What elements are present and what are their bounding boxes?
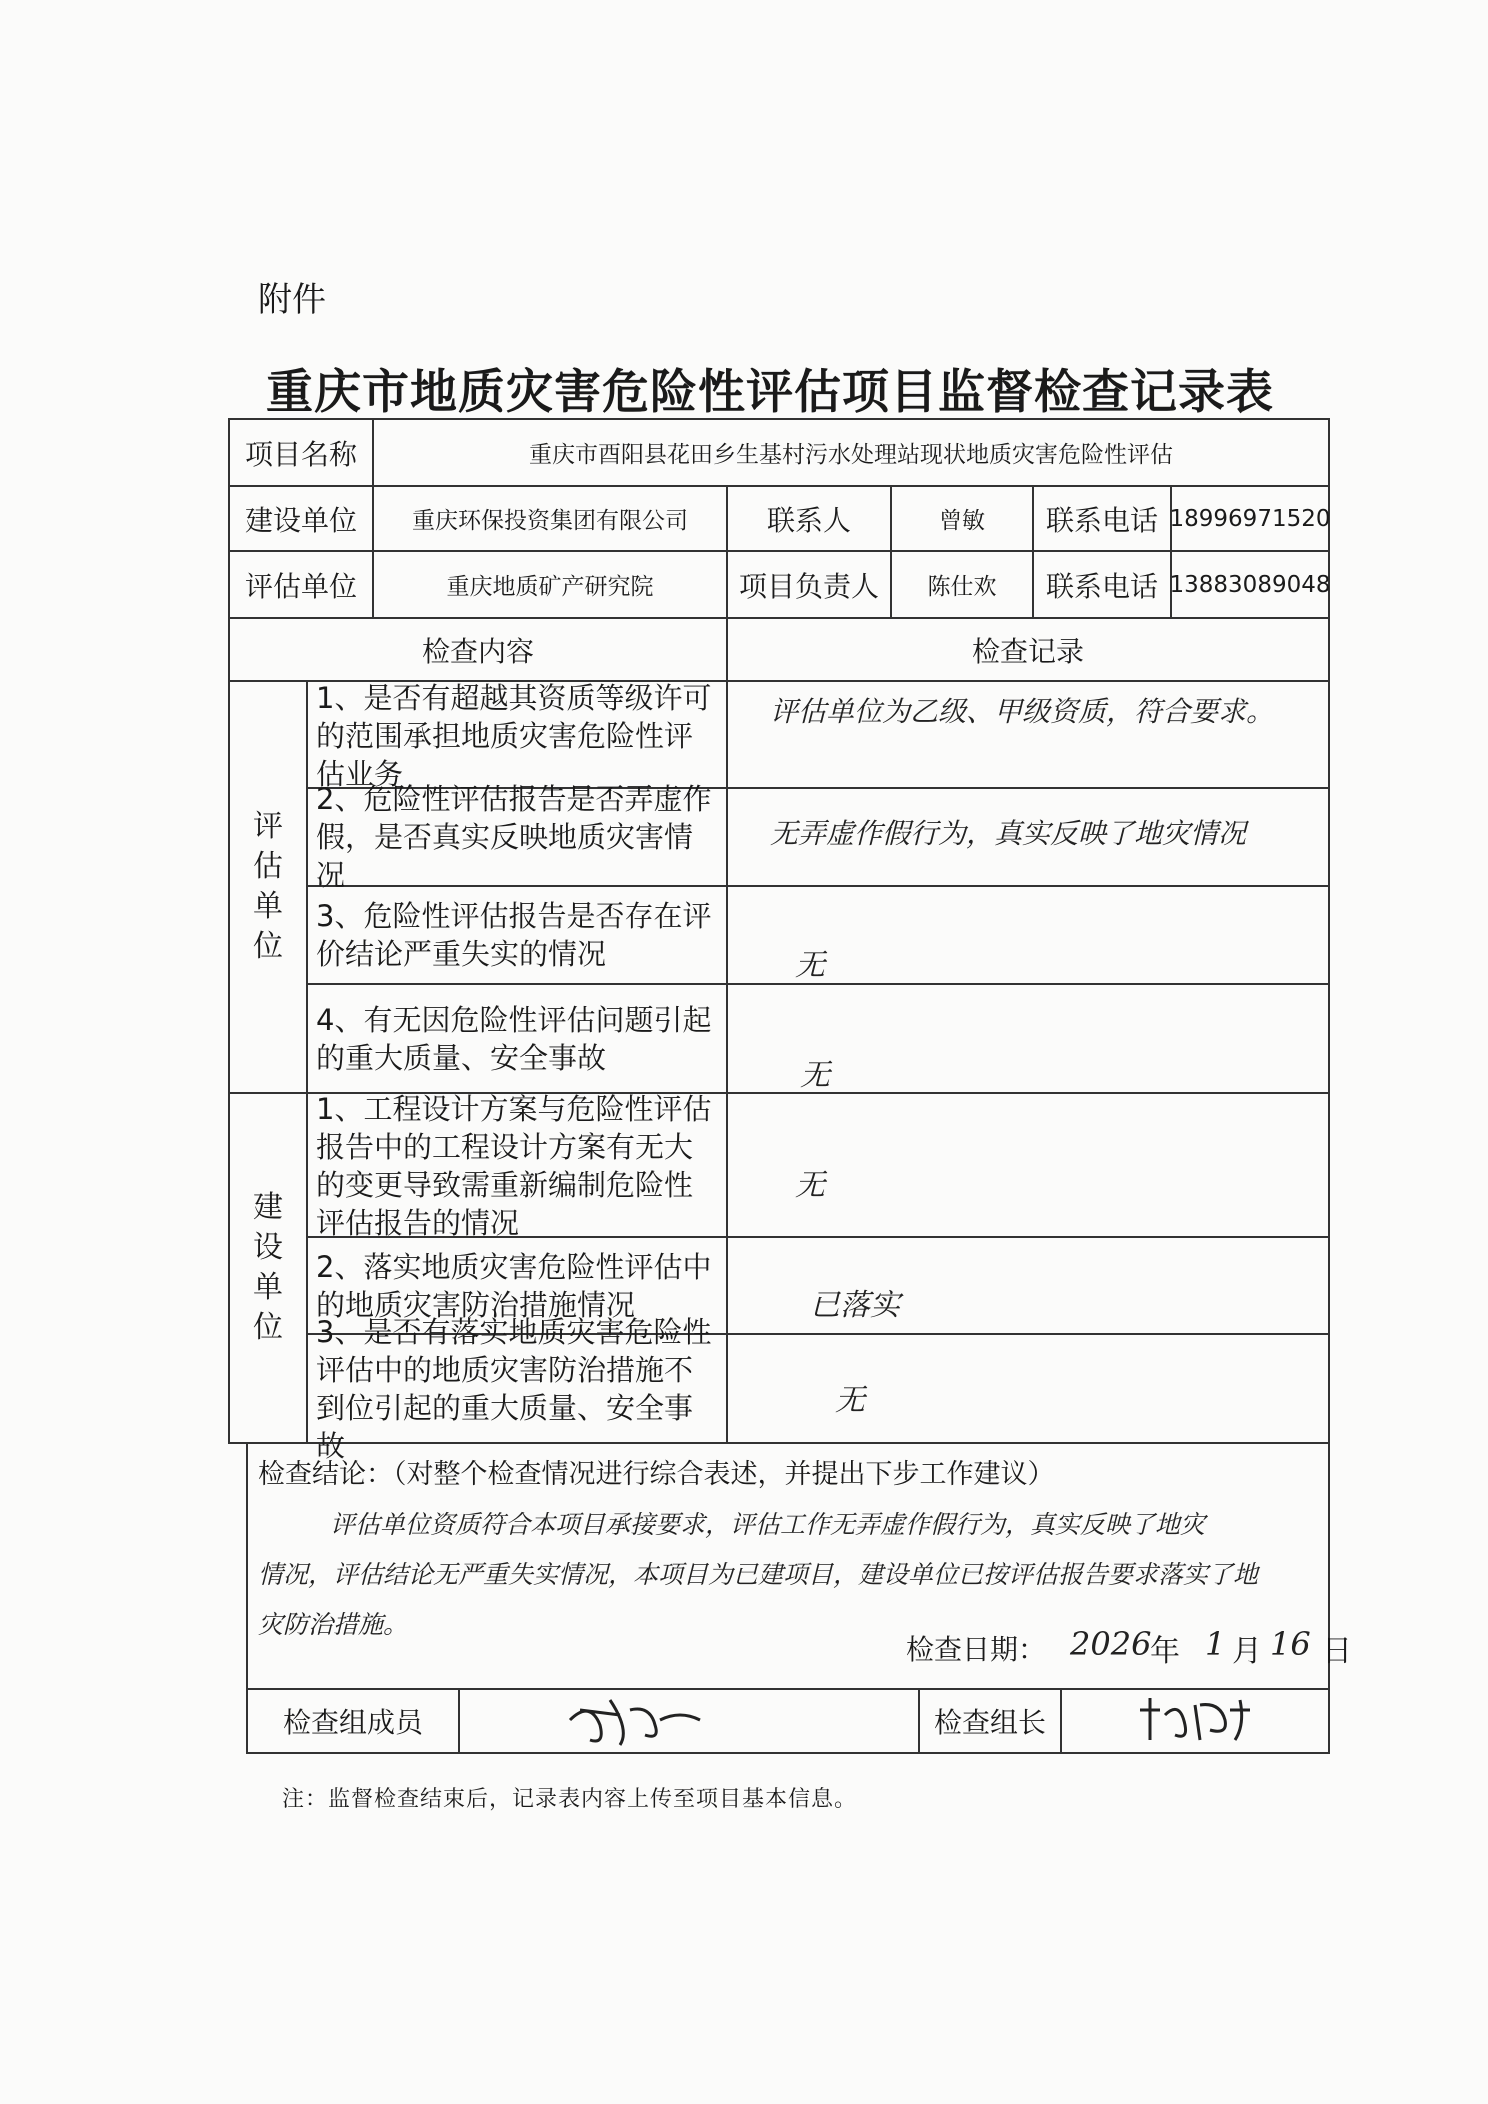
builder-label: 建设单位 xyxy=(244,503,357,537)
date-label: 检查日期： xyxy=(906,1633,1047,1666)
builder-record-3: 无 xyxy=(835,1383,865,1418)
assessor-section-label: 评估单位 xyxy=(253,809,283,964)
project-leader-label: 项目负责人 xyxy=(738,569,879,603)
day-char: 日 xyxy=(1322,1634,1352,1669)
page-title: 重庆市地质灾害危险性评估项目监督检查记录表 xyxy=(266,365,1274,420)
assessor-item-3: 3、危险性评估报告是否存在评价结论严重失实的情况 xyxy=(316,899,712,971)
contact-value: 曾敏 xyxy=(939,508,985,534)
date-month: 1 xyxy=(1205,1625,1226,1663)
conclusion-line-1: 评估单位资质符合本项目承接要求，评估工作无弄虚作假行为，真实反映了地灾 xyxy=(330,1510,1206,1539)
year-char: 年 xyxy=(1150,1634,1180,1669)
builder-phone-value: 18996971520 xyxy=(1169,505,1331,532)
footnote: 注：监督检查结束后，记录表内容上传至项目基本信息。 xyxy=(282,1787,858,1812)
members-signature xyxy=(560,1690,710,1752)
assessor-record-2: 无弄虚作假行为，真实反映了地灾情况 xyxy=(770,817,1247,850)
date-year: 2026 xyxy=(1070,1625,1152,1663)
conclusion-line-2: 情况，评估结论无严重失实情况，本项目为已建项目，建设单位已按评估报告要求落实了地 xyxy=(258,1560,1259,1589)
assessor-record-4: 无 xyxy=(800,1058,830,1093)
record-header: 检查记录 xyxy=(971,634,1084,668)
assessor-item-1: 1、是否有超越其资质等级许可的范围承担地质灾害危险性评估业务 xyxy=(316,680,712,791)
builder-value: 重庆环保投资集团有限公司 xyxy=(412,508,688,534)
builder-item-1: 1、工程设计方案与危险性评估报告中的工程设计方案有无大的变更导致需重新编制危险性评估报告的情况 xyxy=(316,1092,712,1240)
contact-label: 联系人 xyxy=(766,503,851,537)
project-name-label: 项目名称 xyxy=(244,437,357,471)
assessor-item-2: 2、危险性评估报告是否弄虚作假，是否真实反映地质灾害情况 xyxy=(316,782,712,892)
content-header: 检查内容 xyxy=(421,634,534,668)
builder-record-2: 已落实 xyxy=(810,1288,900,1323)
assessor-phone-label: 联系电话 xyxy=(1045,569,1158,603)
conclusion-label: 检查结论：（对整个检查情况进行综合表述，并提出下步工作建议） xyxy=(258,1459,1055,1490)
assessor-record-3: 无 xyxy=(795,948,825,983)
builder-item-3: 3、是否有落实地质灾害危险性评估中的地质灾害防治措施不到位引起的重大质量、安全事故 xyxy=(316,1314,712,1463)
assessor-item-4: 4、有无因危险性评估问题引起的重大质量、安全事故 xyxy=(316,1002,712,1075)
project-name-value: 重庆市酉阳县花田乡生基村污水处理站现状地质灾害危险性评估 xyxy=(529,442,1173,468)
leader-label: 检查组长 xyxy=(933,1706,1046,1739)
builder-item-2: 2、落实地质灾害危险性评估中的地质灾害防治措施情况 xyxy=(316,1249,712,1322)
month-char: 月 xyxy=(1232,1634,1262,1669)
assessor-value: 重庆地质矿产研究院 xyxy=(446,574,654,600)
assessor-record-1: 评估单位为乙级、甲级资质，符合要求。 xyxy=(770,695,1275,728)
date-day: 16 xyxy=(1270,1625,1311,1663)
project-leader-value: 陈仕欢 xyxy=(927,574,997,600)
builder-phone-label: 联系电话 xyxy=(1045,503,1158,537)
assessor-label: 评估单位 xyxy=(244,569,357,603)
conclusion-line-3: 灾防治措施。 xyxy=(258,1610,409,1639)
leader-signature xyxy=(1130,1690,1260,1752)
assessor-phone-value: 13883089048 xyxy=(1169,571,1331,598)
attachment-label: 附件 xyxy=(258,280,326,320)
builder-record-1: 无 xyxy=(795,1168,825,1203)
builder-section-label: 建设单位 xyxy=(253,1190,283,1345)
members-label: 检查组成员 xyxy=(282,1706,423,1739)
